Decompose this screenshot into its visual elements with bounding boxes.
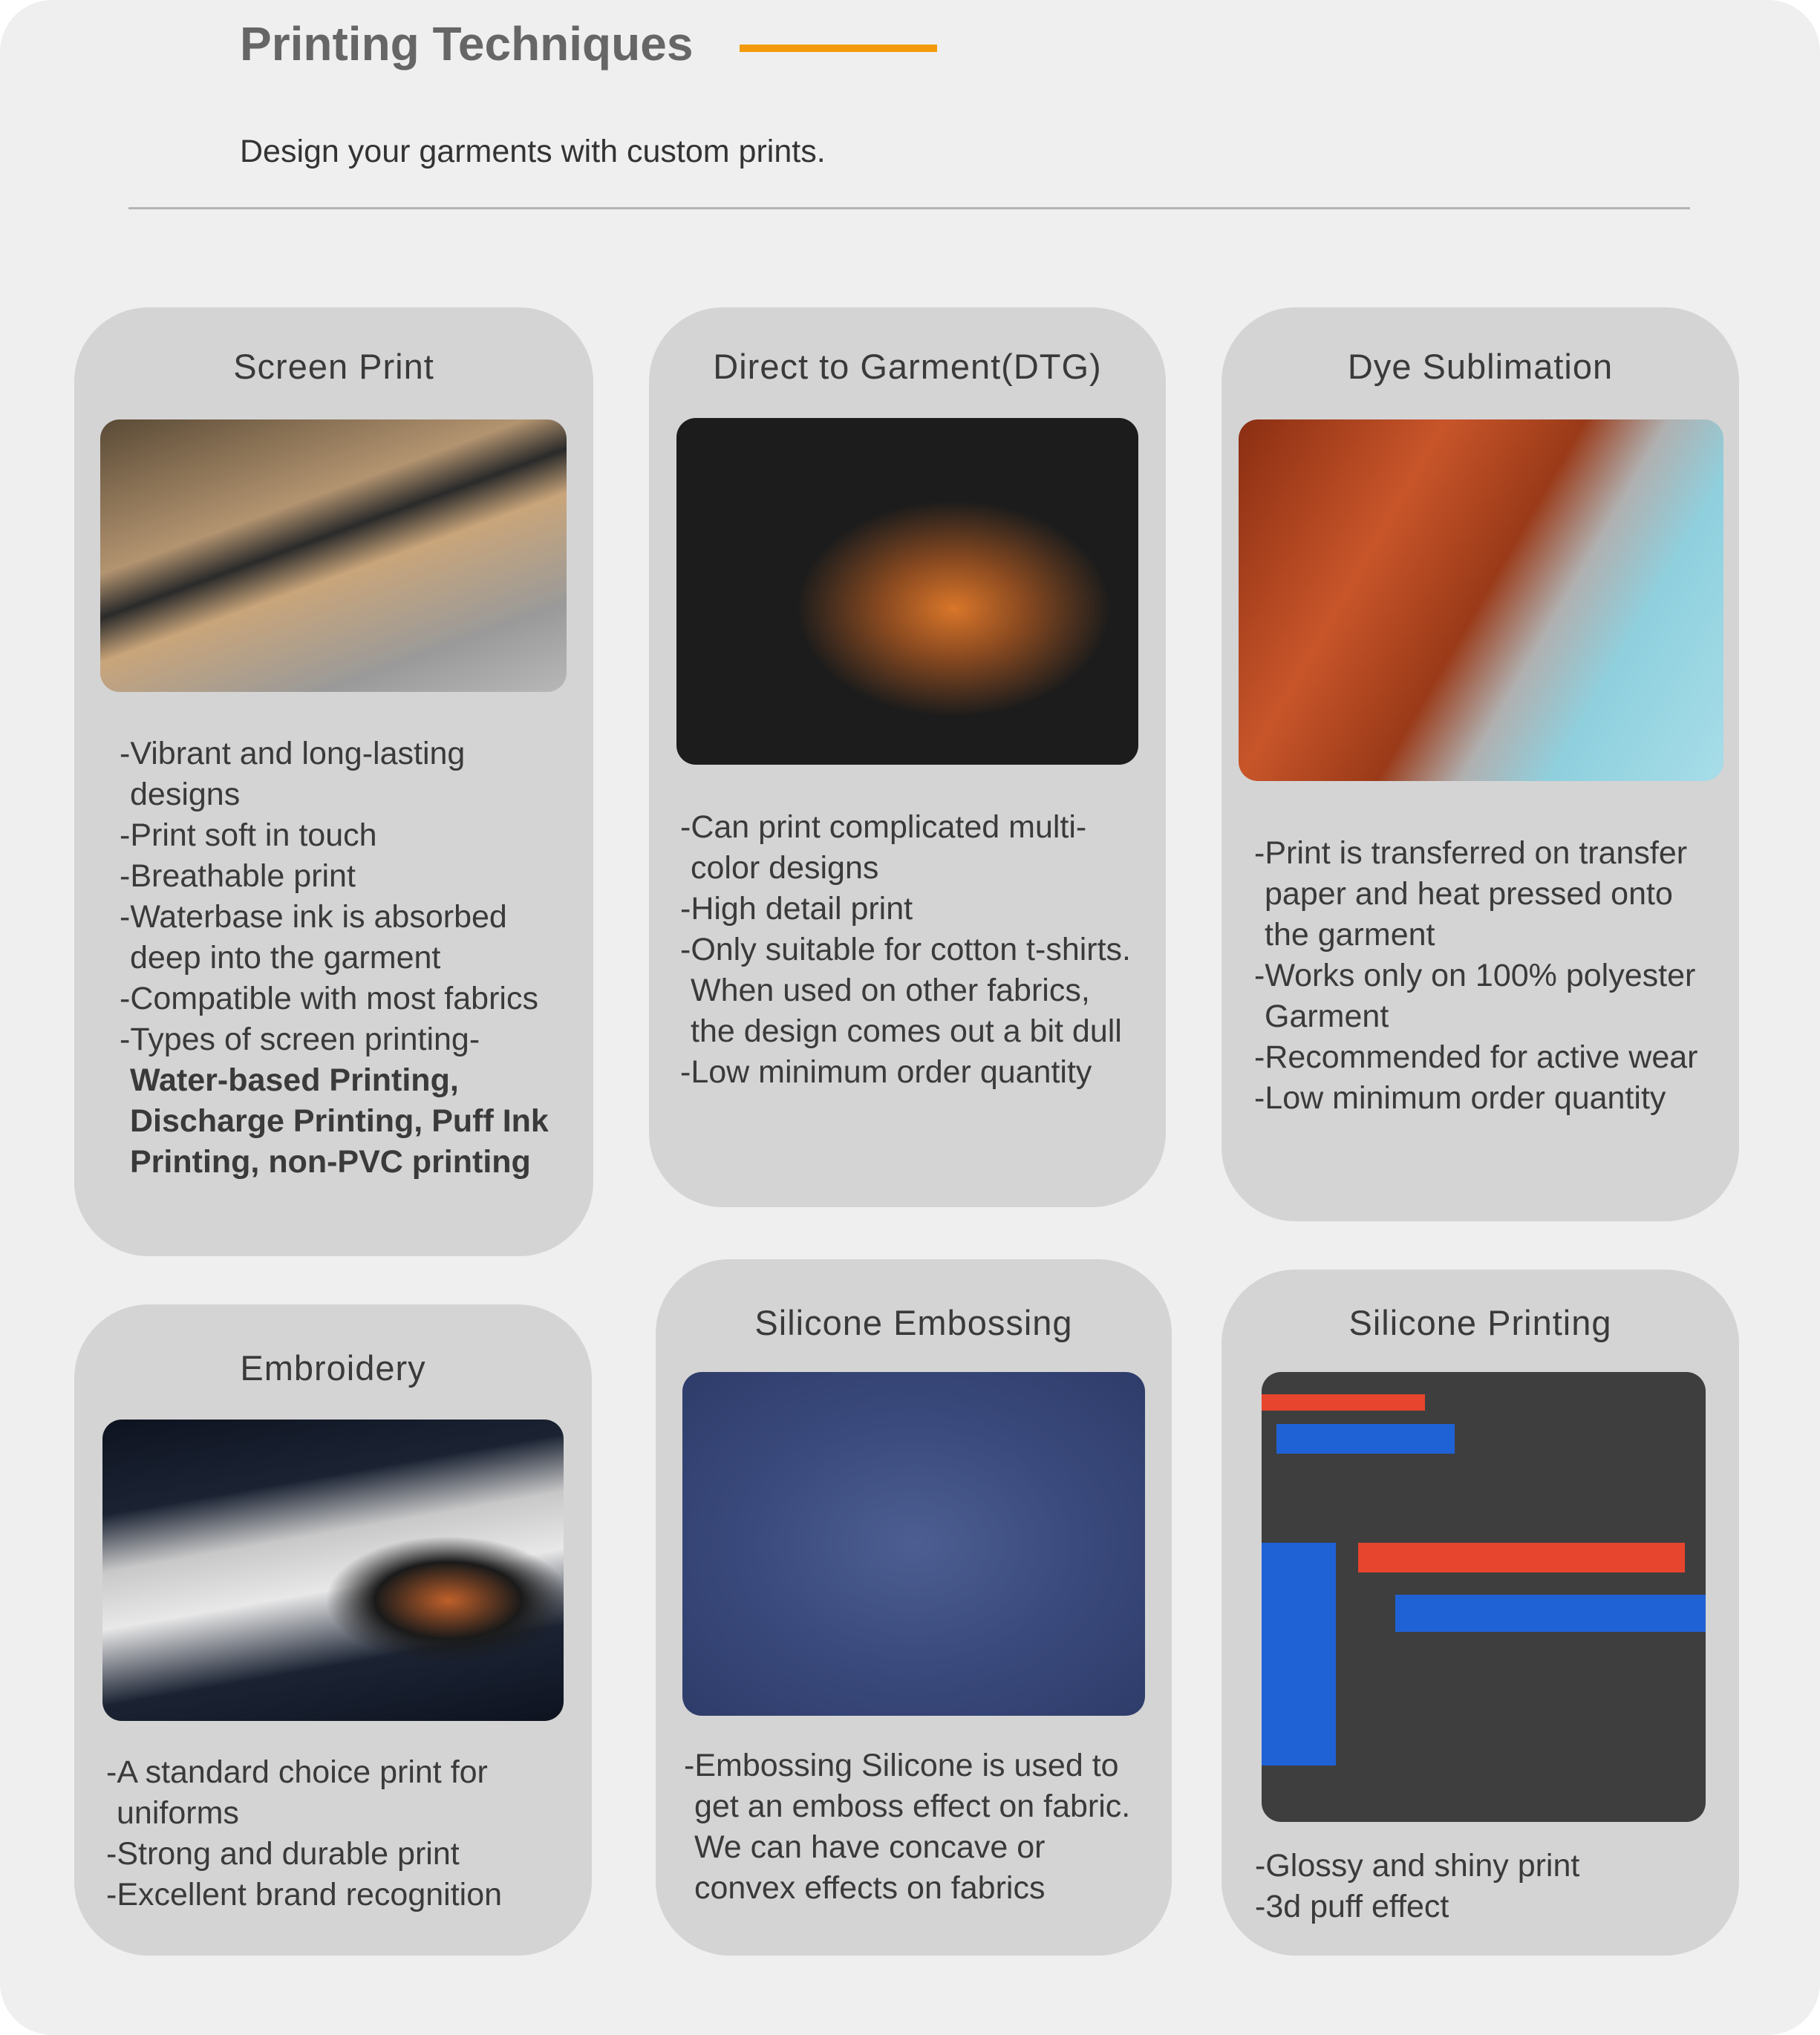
bullet: -Vibrant and long-lasting designs [120, 736, 466, 812]
bullet: -Types of screen printing- [120, 1022, 480, 1057]
bullet: -Waterbase ink is absorbed deep into the garment [120, 899, 507, 976]
card-screen-print [74, 307, 593, 1256]
card-dye-sublimation [1222, 307, 1739, 1221]
silicone-printing-image [1262, 1372, 1706, 1822]
bullet: -Recommended for active wear [1254, 1039, 1698, 1075]
bullet: -High detail print [680, 891, 913, 927]
card-title: Silicone Embossing [754, 1303, 1073, 1342]
bullet: -Low minimum order quantity [1254, 1080, 1666, 1116]
embroidery-image [102, 1420, 564, 1721]
bullet: -3d puff effect [1255, 1889, 1449, 1924]
card-dtg [649, 307, 1166, 1207]
bullet: -Low minimum order quantity [680, 1054, 1092, 1090]
card-title: Dye Sublimation [1347, 347, 1614, 386]
card-description [1254, 833, 1715, 1119]
card-description [106, 1752, 567, 1915]
page-subtitle: Design your garments with custom prints. [240, 134, 826, 169]
bullet: -Excellent brand recognition [106, 1877, 503, 1912]
card-embroidery [74, 1304, 592, 1956]
bullet: -Works only on 100% polyester Garment [1254, 958, 1696, 1034]
silicone-embossing-image [682, 1372, 1145, 1716]
bullet: -Can print complicated multi-color designs [680, 809, 1087, 886]
bullet: -Breathable print [120, 858, 356, 894]
card-title: Embroidery [240, 1348, 426, 1388]
bullet: -Print soft in touch [120, 817, 377, 853]
bullet: -Embossing Silicone is used to get an emboss effect on fabric. We can have concave or convex effects on fabrics [684, 1748, 1131, 1906]
bullet: -Glossy and shiny print [1255, 1848, 1580, 1884]
bullet: -Compatible with most fabrics [120, 981, 538, 1016]
card-description [680, 807, 1141, 1093]
bullet: -Print is transferred on transfer paper and heat pressed onto the garment [1254, 835, 1688, 953]
screen-print-types: Water-based Printing, Discharge Printing, Puff Ink Printing, non-PVC printing [130, 1062, 549, 1180]
card-silicone-embossing [656, 1259, 1172, 1956]
dtg-image [676, 418, 1138, 765]
bullet: -A standard choice print for uniforms [106, 1754, 488, 1831]
card-silicone-printing [1222, 1270, 1739, 1956]
card-description [120, 734, 565, 1183]
card-title: Screen Print [233, 347, 434, 386]
title-accent-line [740, 45, 937, 52]
divider [128, 207, 1690, 209]
card-title: Silicone Printing [1348, 1303, 1612, 1342]
card-description [1255, 1846, 1715, 1927]
screen-print-image [100, 419, 567, 692]
card-title: Direct to Garment(DTG) [713, 347, 1102, 386]
dye-sublimation-image [1239, 419, 1723, 781]
card-description [684, 1745, 1152, 1909]
bullet: -Strong and durable print [106, 1836, 460, 1872]
page-title: Printing Techniques [240, 17, 694, 71]
bullet: -Only suitable for cotton t-shirts. When used on other fabrics, the design comes out a bit dull [680, 932, 1131, 1049]
